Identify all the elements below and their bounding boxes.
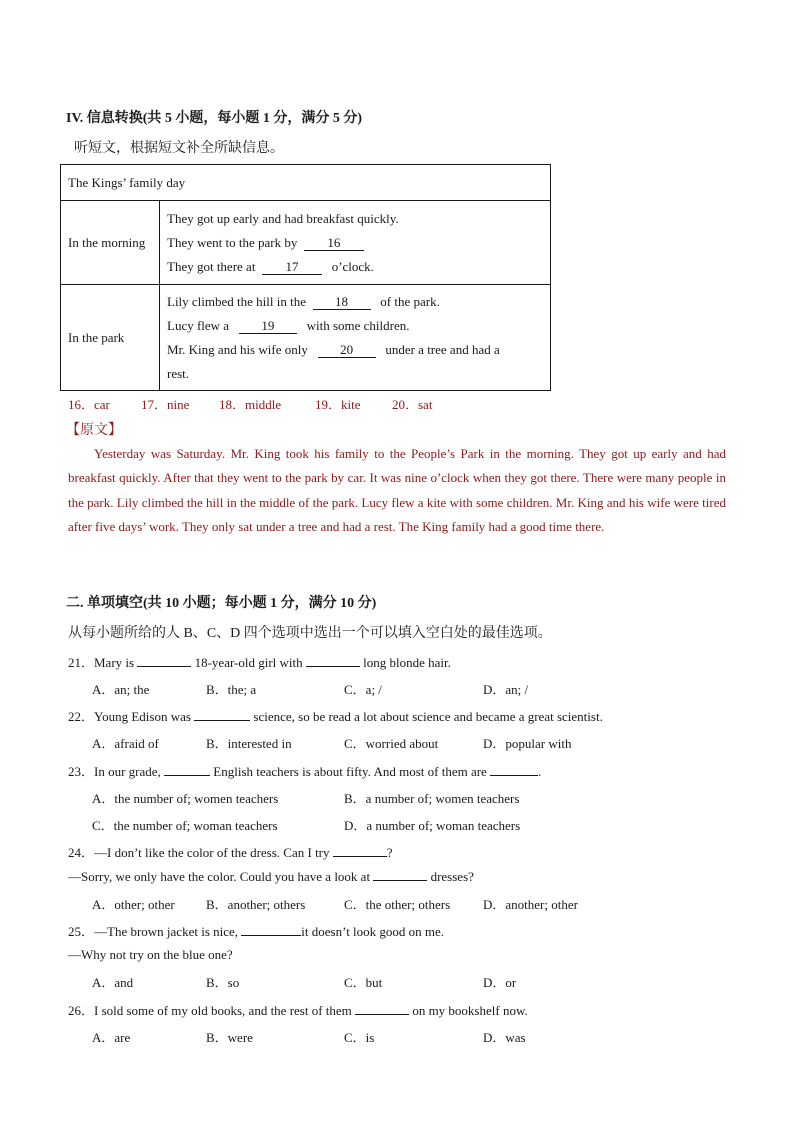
blank-16: 16 [304,236,364,251]
q26-option-d[interactable]: D．was [483,1030,526,1045]
q26-option-c[interactable]: C．is [344,1030,375,1045]
park-line-4: rest. [167,365,190,381]
q22-option-c[interactable]: C．worried about [344,736,439,751]
q23-option-c[interactable]: C．the number of; woman teachers [92,818,278,833]
section-2-instruction: 从每小题所给的人 B、C、D 四个选项中选出一个可以填入空白处的最佳选项。 [68,626,552,641]
question-23: 23．In our grade, English teachers is about fifty. And most of them are . [68,764,542,779]
q23-option-a[interactable]: A．the number of; women teachers [92,791,279,806]
park-cell [160,285,551,391]
q24-option-b[interactable]: B．another; others [206,897,306,912]
question-21: 21．Mary is 18-year-old girl with long blonde hair. [68,655,451,670]
morning-cell [160,201,551,285]
table-header: The Kings’ family day [61,165,551,201]
blank-26 [355,1014,409,1015]
question-24-line-1: 24．—I don’t like the color of the dress. Can I try ? [68,845,393,860]
question-25-line-1: 25．—The brown jacket is nice, it doesn’t look good on me. [68,924,445,939]
q25-option-b[interactable]: B．so [206,975,240,990]
blank-18: 18 [313,295,371,310]
answer-17: 17．nine [141,397,190,412]
blank-20: 20 [318,343,376,358]
q24-option-c[interactable]: C．the other; others [344,897,451,912]
q25-option-a[interactable]: A．and [92,975,134,990]
morning-line-3: They got there at 17 o’clock. [167,258,374,274]
q25-option-d[interactable]: D．or [483,975,517,990]
blank-24b [373,880,427,881]
answer-20: 20．sat [392,397,433,412]
original-label: 【原文】 [66,423,122,438]
morning-label: In the morning [61,201,160,285]
q21-option-a[interactable]: A．an; the [92,682,150,697]
q21-option-b[interactable]: B．the; a [206,682,257,697]
section-2-title: 二. 单项填空(共 10 小题；每小题 1 分，满分 10 分) [66,596,377,611]
question-22: 22．Young Edison was science, so be read a lot about science and became a great scientist. [68,709,603,724]
q21-option-d[interactable]: D．an; / [483,682,529,697]
info-table [60,164,551,391]
blank-17: 17 [262,260,322,275]
blank-25 [241,935,301,936]
q26-option-a[interactable]: A．are [92,1030,131,1045]
q22-option-d[interactable]: D．popular with [483,736,572,751]
morning-line-1: They got up early and had breakfast quickly. [167,210,399,226]
blank-23b [490,775,538,776]
section-iv-title: IV. 信息转换(共 5 小题，每小题 1 分，满分 5 分) [66,111,363,126]
park-label: In the park [61,285,160,391]
q24-option-a[interactable]: A．other; other [92,897,175,912]
question-24-line-2: —Sorry, we only have the color. Could you have a look at dresses? [68,869,474,884]
blank-23a [164,775,210,776]
park-line-2: Lucy flew a 19 with some children. [167,317,410,333]
q23-option-d[interactable]: D．a number of; woman teachers [344,818,521,833]
q21-option-c[interactable]: C．a; / [344,682,382,697]
original-passage: Yesterday was Saturday. Mr. King took his family to the People’s Park in the morning. They got up early and had breakfast quickly. After that they went to the park by car. It was nine o’clock when they got there. There were many people in the park. Lily climbed the hill in the middle of the park. Lucy flew a kite with some children. Mr. King and his wife were tired after five days’ work. They only sat under a tree and had a rest. The King family had a good time there. [68,446,726,534]
answer-16: 16．car [68,397,110,412]
park-line-1: Lily climbed the hill in the 18 of the park. [167,293,440,309]
q26-option-b[interactable]: B．were [206,1030,253,1045]
blank-24a [333,856,387,857]
q22-option-a[interactable]: A．afraid of [92,736,159,751]
q25-option-c[interactable]: C．but [344,975,383,990]
blank-21b [306,666,360,667]
blank-21a [137,666,191,667]
q22-option-b[interactable]: B．interested in [206,736,292,751]
question-25-line-2: —Why not try on the blue one? [68,947,233,962]
q24-option-d[interactable]: D．another; other [483,897,578,912]
park-line-3: Mr. King and his wife only 20 under a tree and had a [167,341,500,357]
question-26: 26．I sold some of my old books, and the rest of them on my bookshelf now. [68,1003,528,1018]
section-iv-instruction: 听短文，根据短文补全所缺信息。 [74,141,284,156]
answer-19: 19．kite [315,397,361,412]
q23-option-b[interactable]: B．a number of; women teachers [344,791,520,806]
blank-19: 19 [239,319,297,334]
answer-18: 18．middle [219,397,282,412]
morning-line-2: They went to the park by 16 [167,231,543,255]
blank-22 [194,720,250,721]
